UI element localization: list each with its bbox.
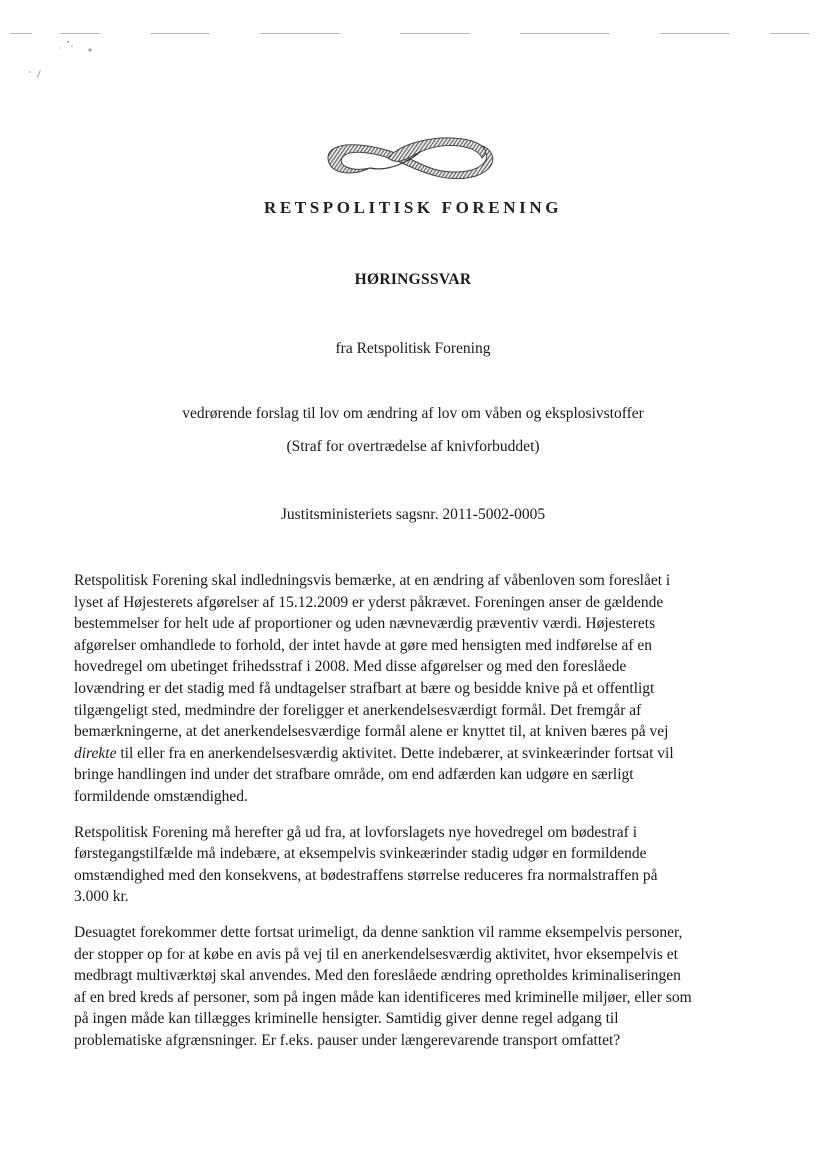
paragraph-line: medbragt multiværktøj skal anvendes. Med den foreslåede ændring opretholdes kriminaliseringen xyxy=(74,967,681,985)
paragraph-line: førstegangstilfælde må indebære, at eksempelvis svinkeærinder stadig udgør en formildende xyxy=(74,845,647,863)
paragraph-line: problematiske afgrænsninger. Er f.eks. pauser under længerevarende transport omfattet? xyxy=(74,1031,621,1049)
paragraph-line xyxy=(74,743,764,765)
paragraph-line: bestemmelser for helt ude af proportioner og uden nævneværdig præventiv værdi. Højesterets xyxy=(74,615,656,633)
document-subtitle: fra Retspolitisk Forening xyxy=(335,340,491,357)
paragraph-line: tilgængeligt sted, medmindre der foreligger et anerkendelsesværdigt formål. Det fremgår af xyxy=(74,701,642,719)
paragraph-line: Retspolitisk Forening skal indledningsvis bemærke, at en ændring af våbenloven som foreslået i xyxy=(74,572,671,589)
paragraph-line: Retspolitisk Forening må herefter gå ud fra, at lovforslagets nye hovedregel om bødestraf i xyxy=(74,823,638,841)
paragraph-line-rest: til eller fra en anerkendelsesværdig aktivitet. Dette indebærer, at svinkeærinder fortsat vil xyxy=(116,744,674,762)
document-body xyxy=(74,570,764,1065)
paragraph-line: lovændring er det stadig med få undtagelser strafbart at bære og besidde knive på et offentligt xyxy=(74,679,655,697)
paragraph-3 xyxy=(74,922,764,1052)
paragraph-1 xyxy=(74,570,764,808)
paragraph-line: hovedregel om ubetinget frihedsstraf i 2008. Med disse afgørelser og med den foreslåede xyxy=(74,658,627,676)
paragraph-line: Desuagtet forekommer dette fortsat urimeligt, da denne sanktion vil ramme eksempelvis personer, xyxy=(74,923,683,941)
paragraph-2 xyxy=(74,822,764,908)
paragraph-line: der stopper op for at købe en avis på vej til en anerkendelsesværdig aktivitet, hvor eksempelvis et xyxy=(74,945,678,963)
paragraph-line: afgørelser omhandlede to forhold, der intet havde at gøre med hensigten med indførelse af en xyxy=(74,636,653,654)
emphasized-word: direkte xyxy=(74,744,117,762)
paragraph-line: bringe handlingen ind under det strafbare område, om end adfærden kan udgøre en særligt xyxy=(74,766,634,784)
paragraph-line: på ingen måde kan tillægges kriminelle hensigter. Samtidig giver denne regel adgang til xyxy=(74,1010,619,1028)
paragraph-line: formildende omstændighed. xyxy=(74,787,248,805)
document-subject-note: (Straf for overtrædelse af knivforbuddet) xyxy=(286,438,540,455)
document-subject: vedrørende forslag til lov om ændring af lov om våben og eksplosivstoffer xyxy=(182,405,644,422)
case-number: Justitsministeriets sagsnr. 2011-5002-0005 xyxy=(280,506,546,523)
paragraph-line: af en bred kreds af personer, som på ingen måde kan identificeres med kriminelle miljøer, eller som xyxy=(74,988,692,1006)
paragraph-line: 3.000 kr. xyxy=(74,888,129,906)
organization-name: RETSPOLITISK FORENING xyxy=(263,198,563,217)
infinity-ribbon-logo-icon xyxy=(318,128,506,184)
document-title: HØRINGSSVAR xyxy=(354,271,472,288)
paragraph-line: lyset af Højesterets afgørelser af 15.12.2009 er yderst påkrævet. Foreningen anser de gældende xyxy=(74,593,664,611)
scan-artifacts xyxy=(0,0,826,90)
paragraph-line: omstændighed med den konsekvens, at bødestraffens størrelse reduceres fra normalstraffen på xyxy=(74,866,658,884)
paragraph-line: bemærkningerne, at det anerkendelsesværdige formål alene er knyttet til, at kniven bæres på vej xyxy=(74,723,669,741)
